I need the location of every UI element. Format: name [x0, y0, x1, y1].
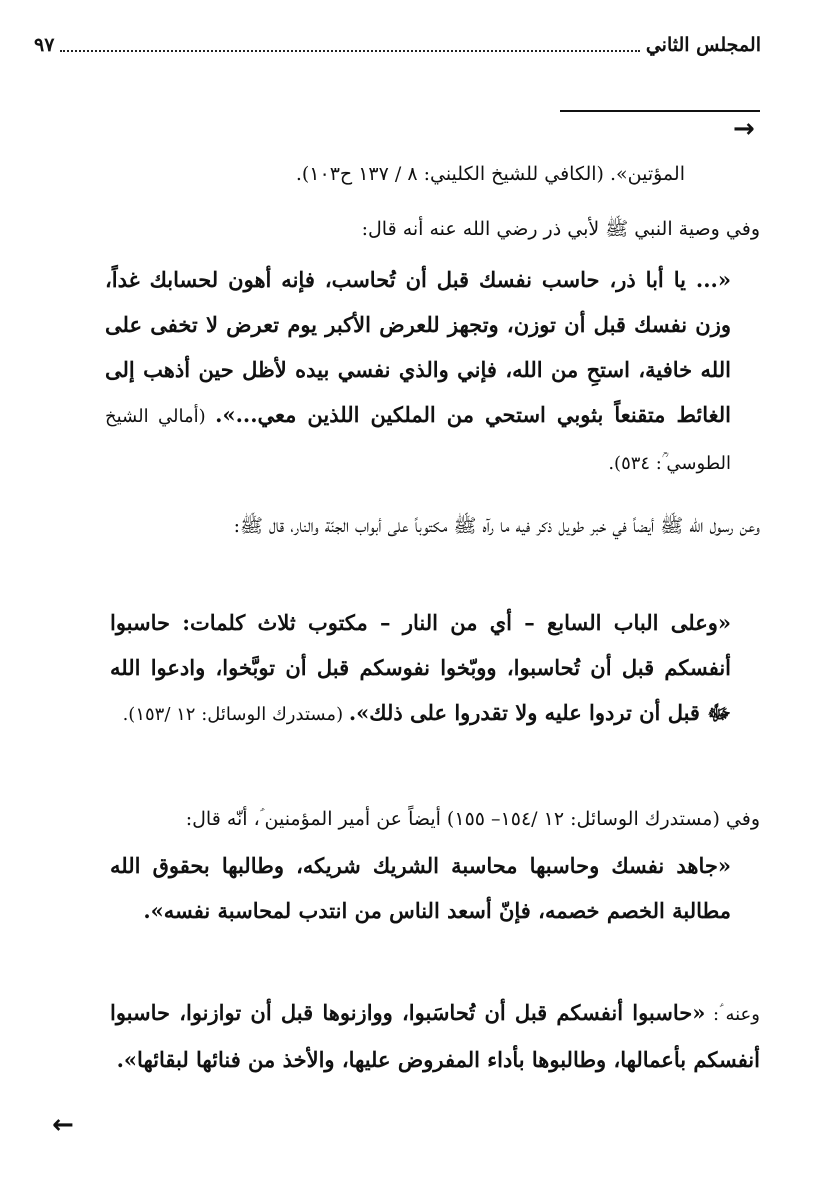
paragraph-intro-3: وفي (مستدرك الوسائل: ١٢ /١٥٤– ١٥٥) أيضاً عن أمير المؤمنين ؑ، أنّه قال:	[185, 808, 760, 830]
page-header	[34, 30, 761, 60]
paragraph-intro-1: وفي وصية النبي ﷺ لأبي ذر رضي الله عنه أنه قال:	[361, 218, 760, 240]
hadith-quote-2	[110, 600, 731, 737]
hadith-quote-1-reference: (أمالي الشيخ الطوسي ؒ: ٥٣٤).	[105, 406, 731, 474]
hadith-quote-4-text: «حاسبوا أنفسكم قبل أن تُحاسَبوا، ووازنوها قبل أن توازنوا، حاسبوا أنفسكم بأعمالها، وطالبوها بأداء المفروض عليها، والأخذ من فنائها لبقائها».	[110, 1000, 760, 1072]
hadith-quote-2-reference: (مستدرك الوسائل: ١٢ /١٥٣).	[122, 704, 349, 725]
continuation-arrow-top: →	[733, 114, 755, 144]
hadith-quote-1-text: «... يا أبا ذر، حاسب نفسك قبل أن تُحاسب، فإنه أهون لحسابك غداً، وزن نفسك قبل أن توزن، وتجهز للعرض الأكبر يوم تعرض لا تخفى على الله خافية، استحِ من الله، فإني والذي نفسي بيده لأظل حين أذهب إلى الغائط متقنعاً بثوبي استحي من الملكين اللذين معي...».	[105, 267, 731, 427]
hadith-quote-2-text: «وعلى الباب السابع – أي من النار – مكتوب ثلاث كلمات: حاسبوا أنفسكم قبل أن تُحاسبوا، ووبّخوا نفوسكم قبل أن توبَّخوا، وادعوا الله ﷻ قبل أن تردوا عليه ولا تقدروا على ذلك».	[110, 610, 731, 725]
footnote-separator	[560, 110, 760, 112]
hadith-quote-4-prefix: وعنه ؑ:	[705, 1004, 760, 1025]
page-number: ٩٧	[34, 34, 55, 56]
header-dot-leader	[60, 50, 639, 52]
hadith-quote-3: «جاهد نفسك وحاسبها محاسبة الشريك شريكه، وطالبها بحقوق الله مطالبة الخصم خصمه، فإنّ أسعد الناس من انتدب لمحاسبة نفسه».	[110, 853, 731, 923]
chapter-title: المجلس الثاني	[645, 34, 761, 56]
paragraph-intro-2: وعن رسول الله ﷺ أيضاً في خبر طويل ذكر فيه ما رآه ﷺ مكتوباً على أبواب الجنّة والنار، قال ﷺ:	[233, 515, 760, 537]
hadith-quote-1	[105, 257, 731, 486]
hadith-quote-4	[110, 990, 760, 1082]
footnote-continuation: المؤتين». (الكافي للشيخ الكليني: ٨ / ١٣٧ ح١٠٣).	[295, 163, 685, 185]
continuation-arrow-bottom: ←	[52, 1110, 74, 1140]
